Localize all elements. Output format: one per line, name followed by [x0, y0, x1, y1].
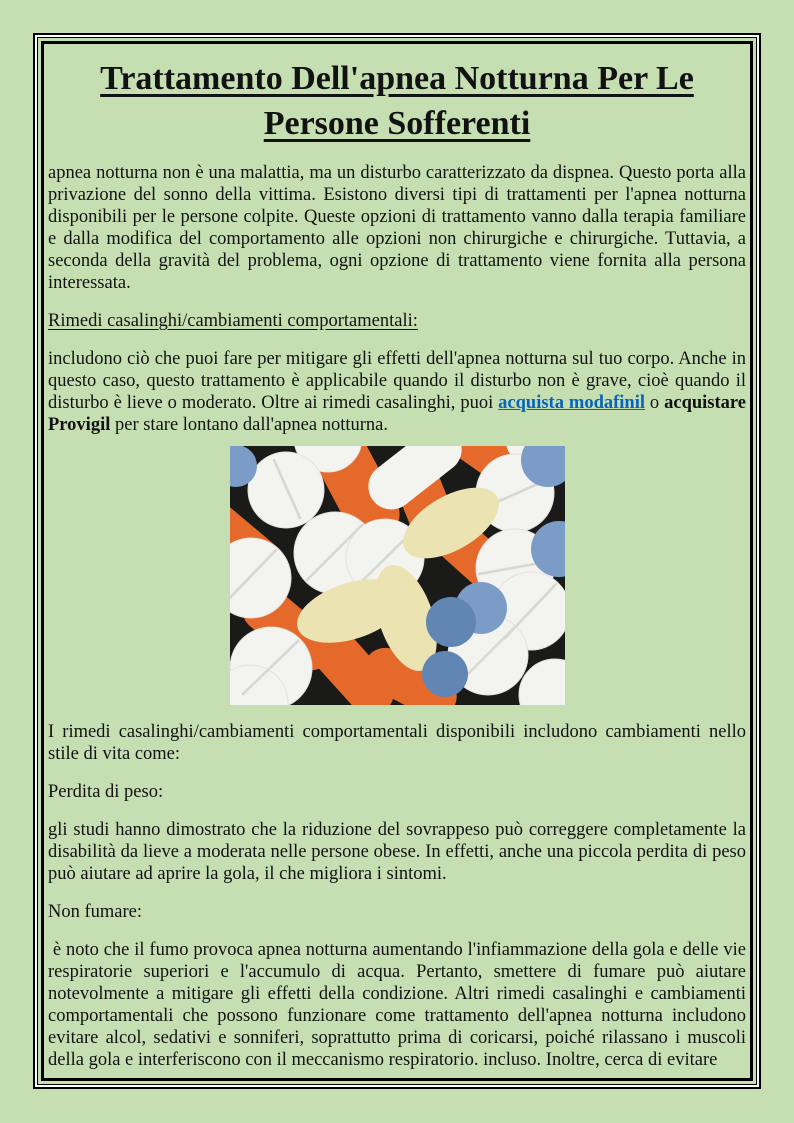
weight-loss-paragraph: gli studi hanno dimostrato che la riduzione del sovrappeso può correggere completamente la disabilità da lieve a moderata nelle persone obese. In effetti, anche una piccola perdita di peso può aiutare ad aprire la gola, il che migliora i sintomi.	[48, 820, 746, 884]
remedies-paragraph	[48, 348, 746, 436]
remedies-text-before-link: includono ciò che puoi fare per mitigare gli effetti dell'apnea notturna sul tuo corpo. Anche in questo caso, questo trattamento è applicabile quando il disturbo non è grave, cioè quando il disturbo è lieve o moderato. Oltre ai rimedi casalinghi, puoi	[48, 349, 746, 413]
no-smoking-paragraph: è noto che il fumo provoca apnea notturna aumentando l'infiammazione della gola e delle vie respiratorie superiori e l'accumulo di acqua. Pertanto, smettere di fumare può aiutare notevolmente a mitigare gli effetti della condizione. Altri rimedi casalinghi e cambiamenti comportamentali che possono funzionare come trattamento dell'apnea notturna includono evitare alcol, sedativi e sonniferi, soprattutto prima di coricarsi, poiché rilassano i muscoli della gola e interferiscono con il meccanismo respiratorio. incluso. Inoltre, cerca di evitare	[48, 940, 746, 1070]
page-border-frame	[33, 33, 761, 1089]
lifestyle-paragraph: I rimedi casalinghi/cambiamenti comportamentali disponibili includono cambiamenti nello stile di vita come:	[48, 722, 746, 764]
remedies-text-between: o	[644, 393, 665, 413]
acquistare-provigil-bold-text: acquistare Provigil	[48, 393, 747, 435]
document-content	[44, 44, 750, 1078]
border-green-gap	[38, 38, 756, 1084]
border-thin-line	[37, 37, 757, 1085]
no-smoking-heading: Non fumare:	[48, 902, 143, 922]
acquista-modafinil-link[interactable]: acquista modafinil	[498, 393, 645, 413]
remedies-text-after: per stare lontano dall'apnea notturna.	[110, 415, 389, 435]
page-title: Trattamento Dell'apnea Notturna Per Le Persone Sofferenti	[100, 60, 694, 142]
remedies-heading: Rimedi casalinghi/cambiamenti comportamentali:	[48, 311, 418, 331]
pills-photo	[230, 446, 565, 705]
pills-photo-graphic	[230, 446, 565, 705]
border-white-gap	[35, 35, 759, 1087]
border-inner-line	[41, 41, 753, 1081]
intro-paragraph: apnea notturna non è una malattia, ma un disturbo caratterizzato da dispnea. Questo porta alla privazione del sonno della vittima. Esistono diversi tipi di trattamenti per l'apnea notturna disponibili per le persone colpite. Queste opzioni di trattamento vanno dalla terapia familiare e dalla modifica del comportamento alle opzioni non chirurgiche e chirurgiche. Tuttavia, a seconda della gravità del problema, ogni opzione di trattamento viene fornita alla persona interessata.	[48, 163, 746, 293]
weight-loss-heading: Perdita di peso:	[48, 782, 164, 802]
